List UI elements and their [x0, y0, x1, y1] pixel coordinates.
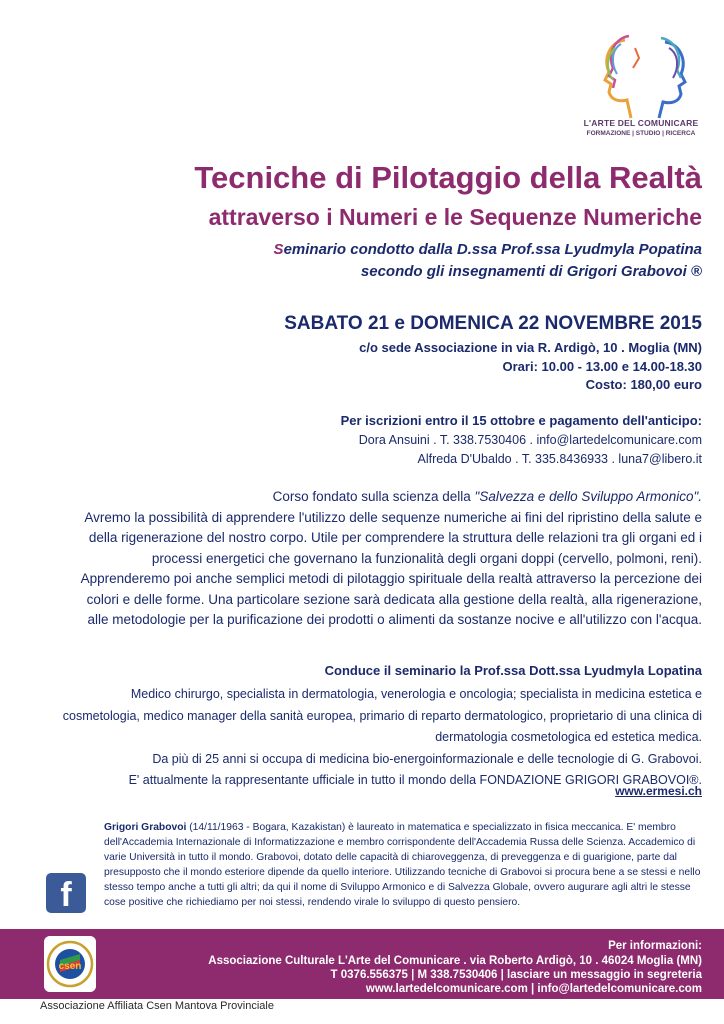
event-hours: Orari: 10.00 - 13.00 e 14.00-18.30 — [502, 359, 702, 374]
footer-info-heading: Per informazioni: — [608, 940, 702, 952]
main-title: Tecniche di Pilotaggio della Realtà — [194, 160, 702, 195]
grabovoi-bio — [104, 820, 702, 911]
grabovoi-name: Grigori Grabovoi — [104, 822, 187, 833]
subtitle-teachings: secondo gli insegnamenti di Grigori Grabovoi ® — [360, 263, 702, 280]
speaker-bio — [60, 684, 702, 792]
event-venue: c/o sede Associazione in via R. Ardigò, 10 . Moglia (MN) — [359, 340, 702, 355]
registration-contact-1: Dora Ansuini . T. 338.7530406 . info@lartedelcomunicare.com — [358, 433, 702, 447]
speaker-heading: Conduce il seminario la Prof.ssa Dott.ssa Lyudmyla Lopatina — [324, 663, 702, 678]
registration-heading: Per iscrizioni entro il 15 ottobre e pagamento dell'anticipo: — [340, 413, 702, 428]
course-description — [80, 487, 702, 631]
description-body: Avremo la possibilità di apprendere l'utilizzo delle sequenze numeriche ai fini del ripristino della salute e della rigenerazione del nostro corpo. Utile per comprendere la struttura delle relazioni tra gli organi ed i processi energetici che governano la funzionalità degli organi doppi (cervello, polmoni, reni). Apprenderemo poi anche semplici metodi di pilotaggio spirituale della realtà attraverso la percezione dei colori e delle forme. Una particolare sezione sarà dedicata alla gestione della realtà, alla rigenerazione, alle metodologie per la purificazione dei prodotti o alimenti da sostanze nocive e all'utilizzo con l'acqua. — [80, 509, 702, 627]
speaker-bio-2: Da più di 25 anni si occupa di medicina bio-energoinformazionale e delle tecnologie di G. Grabovoi. — [152, 751, 702, 766]
facebook-icon[interactable]: f — [46, 873, 86, 913]
subtitle-rest: eminario condotto dalla D.ssa Prof.ssa Lyudmyla Popatina — [283, 241, 702, 258]
csen-badge-icon — [44, 936, 96, 992]
subtitle-initial: S — [273, 241, 284, 258]
speaker-bio-3: E' attualmente la rappresentante ufficiale in tutto il mondo della FONDAZIONE GRIGORI GRABOVOI®. — [128, 773, 702, 787]
event-cost: Costo: 180,00 euro — [585, 377, 702, 392]
speaker-bio-1: Medico chirurgo, specialista in dermatologia, venerologia e oncologia; specialista in medicina estetica e cosmetologia, medico manager della sanità europea, primario di reparto dermatologico, proprietario di una clinica di dermatologia cosmetologica ed estetica medica. — [62, 687, 702, 744]
logo-name: L'ARTE DEL COMUNICARE — [583, 118, 699, 128]
description-intro-italic: "Salvezza e dello Sviluppo Armonico". — [474, 489, 702, 504]
footer-phone: T 0376.556375 | M 338.7530406 | lasciare un messaggio in segreteria — [330, 969, 702, 981]
footer-web[interactable]: www.lartedelcomunicare.com | info@lartedelcomunicare.com — [365, 983, 702, 995]
csen-badge-text: csen — [58, 961, 82, 972]
main-title-line2: attraverso i Numeri e le Sequenze Numeriche — [208, 204, 702, 230]
description-intro: Corso fondato sulla scienza della — [272, 489, 475, 504]
event-date: SABATO 21 e DOMENICA 22 NOVEMBRE 2015 — [284, 313, 702, 334]
registration-contact-2: Alfreda D'Ubaldo . T. 335.8436933 . luna7@libero.it — [417, 452, 702, 466]
footer-address: Associazione Culturale L'Arte del Comunicare . via Roberto Ardigò, 10 . 46024 Moglia (MN) — [208, 955, 702, 967]
affiliate-note: Associazione Affiliata Csen Mantova Provinciale — [40, 1000, 274, 1012]
subtitle-seminar — [274, 241, 702, 258]
logo-tagline: FORMAZIONE | STUDIO | RICERCA — [586, 130, 696, 137]
grabovoi-text: (14/11/1963 - Bogara, Kazakistan) è laureato in matematica e specializzato in fisica meccanica. E' membro dell'Accademia Internazionale di Informatizzazione e membro corrispondente dell'Accademia Russa delle Scienza. Accademico di varie Università in tutto il mondo. Grabovoi, dotato delle capacità di chiaroveggenza, di preveggenza e di guarigione, parte dal presupposto che il mondo esteriore dipende da quello interiore. Utilizzando tecniche di Grabovoi si procura bene a se stessi e nello stesso tempo anche a tutti gli altri; da qui il nome di Sviluppo Armonico e di Salvezza Globale, ovvero augurare agli altri le stesse cose positive che richiediamo per noi stessi, rendendo virale lo sviluppo di questo pensiero. — [104, 822, 701, 909]
speaker-website-link[interactable]: www.ermesi.ch — [615, 784, 702, 798]
